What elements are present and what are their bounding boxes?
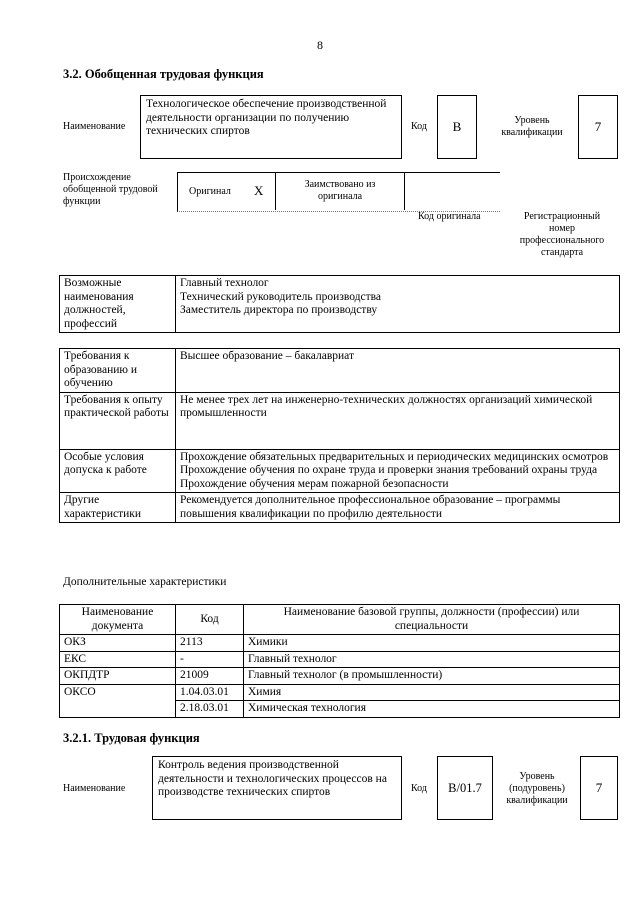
original-mark: X bbox=[254, 183, 264, 198]
origin-divider bbox=[275, 172, 276, 210]
header-document: Наименование документа bbox=[60, 605, 176, 635]
requirement-value: Прохождение обучения по охране труда и проверки знания требований охраны труда bbox=[180, 464, 598, 476]
positions-label: Возможные наименования должностей, профессий bbox=[60, 276, 176, 333]
requirement-value: Не менее трех лет на инженерно-технических должностях организаций химической промышленности bbox=[176, 392, 620, 449]
table-row bbox=[60, 635, 620, 652]
reg-number-caption: Регистрационный номер профессионального стандарта bbox=[519, 211, 605, 258]
additional-heading: Дополнительные характеристики bbox=[63, 576, 227, 588]
origin-divider bbox=[404, 172, 405, 210]
level-label: Уровень (подуровень) квалификации bbox=[506, 771, 568, 806]
code-label: Код bbox=[411, 783, 427, 794]
cell-group: Химия bbox=[244, 684, 620, 701]
level-box bbox=[578, 95, 618, 159]
labor-function-name-box bbox=[152, 756, 402, 820]
requirement-label: Требования к образованию и обучению bbox=[60, 349, 176, 393]
cell-group: Главный технолог (в промышленности) bbox=[244, 668, 620, 685]
borrowed-label: Заимствовано из оригинала bbox=[304, 179, 376, 202]
level-value: 7 bbox=[594, 119, 602, 134]
requirement-value: Рекомендуется дополнительное профессиональное образование – программы повышения квалификации по профилю деятельности bbox=[176, 493, 620, 523]
requirements-table bbox=[59, 348, 620, 523]
cell-code: 2113 bbox=[176, 635, 244, 652]
cell-group: Главный технолог bbox=[244, 651, 620, 668]
cell-document: ЕКС bbox=[60, 651, 176, 668]
name-label: Наименование bbox=[63, 121, 126, 132]
code-value: В bbox=[452, 119, 462, 134]
function-name-box bbox=[140, 95, 402, 159]
requirement-values bbox=[176, 449, 620, 493]
function-name: Технологическое обеспечение производственной деятельности организации по получению технических спиртов bbox=[146, 98, 387, 137]
table-row bbox=[60, 276, 620, 333]
level-value: 7 bbox=[595, 780, 603, 795]
code-original-caption: Код оригинала bbox=[418, 211, 481, 222]
original-label: Оригинал bbox=[189, 186, 231, 197]
positions-table bbox=[59, 275, 620, 333]
cell-group: Химическая технология bbox=[244, 701, 620, 718]
table-header-row bbox=[60, 605, 620, 635]
table-row bbox=[60, 651, 620, 668]
requirement-label: Особые условия допуска к работе bbox=[60, 449, 176, 493]
position-item: Технический руководитель производства bbox=[180, 290, 381, 303]
requirement-value: Высшее образование – бакалавриат bbox=[176, 349, 620, 393]
table-row bbox=[60, 493, 620, 523]
positions-list bbox=[176, 276, 620, 333]
code-value: В/01.7 bbox=[448, 780, 482, 795]
table-row bbox=[60, 449, 620, 493]
header-code: Код bbox=[176, 605, 244, 635]
cell-code: 1.04.03.01 bbox=[176, 684, 244, 701]
section-heading: 3.2. Обобщенная трудовая функция bbox=[63, 67, 264, 81]
level-label: Уровень квалификации bbox=[501, 115, 563, 138]
subsection-heading: 3.2.1. Трудовая функция bbox=[63, 731, 200, 745]
cell-code: - bbox=[176, 651, 244, 668]
cell-document: ОКЗ bbox=[60, 635, 176, 652]
cell-document: ОКСО bbox=[60, 684, 176, 717]
table-row bbox=[60, 684, 620, 701]
requirement-value: Прохождение обучения мерам пожарной безопасности bbox=[180, 477, 449, 490]
table-row bbox=[60, 349, 620, 393]
code-box bbox=[437, 756, 493, 820]
labor-function-name: Контроль ведения производственной деятельности и технологических процессов на производстве технических спиртов bbox=[158, 759, 387, 798]
level-box bbox=[580, 756, 618, 820]
code-label: Код bbox=[411, 121, 427, 132]
additional-table bbox=[59, 604, 620, 718]
page-number: 8 bbox=[317, 38, 323, 52]
position-item: Главный технолог bbox=[180, 277, 269, 289]
cell-code: 21009 bbox=[176, 668, 244, 685]
requirement-label: Требования к опыту практической работы bbox=[60, 392, 176, 449]
code-box bbox=[437, 95, 477, 159]
cell-document: ОКПДТР bbox=[60, 668, 176, 685]
header-group: Наименование базовой группы, должности (профессии) или специальности bbox=[244, 605, 620, 635]
table-row bbox=[60, 392, 620, 449]
table-row bbox=[60, 668, 620, 685]
cell-code: 2.18.03.01 bbox=[176, 701, 244, 718]
position-item: Заместитель директора по производству bbox=[180, 304, 378, 316]
name-label: Наименование bbox=[63, 783, 126, 794]
origin-label: Происхождение обобщенной трудовой функции bbox=[63, 172, 158, 207]
cell-group: Химики bbox=[244, 635, 620, 652]
requirement-value: Прохождение обязательных предварительных и периодических медицинских осмотров bbox=[180, 450, 609, 463]
requirement-label: Другие характеристики bbox=[60, 493, 176, 523]
